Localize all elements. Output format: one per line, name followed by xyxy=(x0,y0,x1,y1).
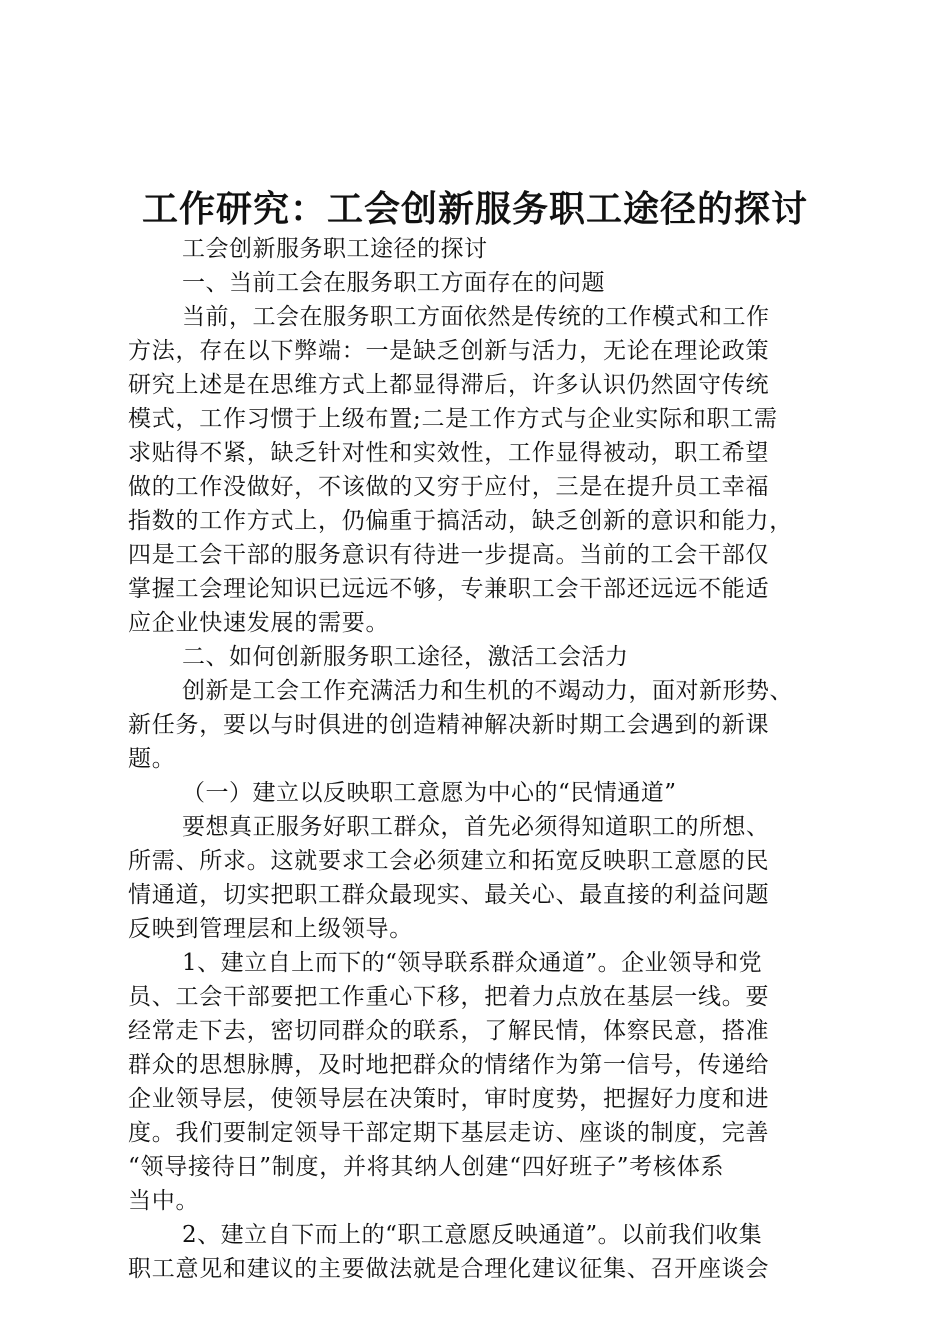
text-line: 职工意见和建议的主要做法就是合理化建议征集、召开座谈会 xyxy=(128,1256,770,1282)
text-line: “领导接待日”制度，并将其纳人创建“四好班子”考核体系 xyxy=(128,1154,725,1180)
text-line: 度。我们要制定领导干部定期下基层走访、座谈的制度，完善 xyxy=(128,1120,770,1146)
text-line: （一）建立以反映职工意愿为中心的“民情通道” xyxy=(182,780,677,806)
text-line: 当中。 xyxy=(128,1188,200,1214)
text-line: 要想真正服务好职工群众，首先必须得知道职工的所想、 xyxy=(182,814,770,840)
text-line: 掌握工会理论知识已远远不够，专兼职工会干部还远远不能适 xyxy=(128,576,770,602)
text-line: 新任务，要以与时俱进的创造精神解决新时期工会遇到的新课 xyxy=(128,712,770,738)
text-line: 创新是工会工作充满活力和生机的不竭动力，面对新形势、 xyxy=(182,678,793,704)
text-line: 员、工会干部要把工作重心下移，把着力点放在基层一线。要 xyxy=(128,984,770,1010)
text-line: 二、如何创新服务职工途径，激活工会活力 xyxy=(182,644,629,670)
text-line: 做的工作没做好，不该做的又穷于应付，三是在提升员工幸福 xyxy=(128,474,770,500)
text-line: 2、建立自下而上的“职工意愿反映通道”。以前我们收集 xyxy=(182,1222,763,1248)
text-line: 应企业快速发展的需要。 xyxy=(128,610,390,636)
text-line: 1、建立自上而下的“领导联系群众通道”。企业领导和党 xyxy=(182,950,763,976)
text-line: 指数的工作方式上，仍偏重于搞活动，缺乏创新的意识和能力， xyxy=(128,508,793,534)
document-title: 工作研究：工会创新服务职工途径的探讨 xyxy=(141,189,808,230)
document-body xyxy=(128,232,828,1286)
text-line: 题。 xyxy=(128,746,176,772)
text-line: 方法，存在以下弊端：一是缺乏创新与活力，无论在理论政策 xyxy=(128,338,770,364)
text-line: 经常走下去，密切同群众的联系，了解民情，体察民意，搭准 xyxy=(128,1018,770,1044)
text-line: 模式，工作习惯于上级布置;二是工作方式与企业实际和职工需 xyxy=(128,406,778,432)
text-line: 当前，工会在服务职工方面依然是传统的工作模式和工作 xyxy=(182,304,770,330)
text-line: 企业领导层，使领导层在决策时，审时度势，把握好力度和进 xyxy=(128,1086,770,1112)
text-line: 情通道，切实把职工群众最现实、最关心、最直接的利益问题 xyxy=(128,882,770,908)
text-line: 反映到管理层和上级领导。 xyxy=(128,916,413,942)
text-line: 所需、所求。这就要求工会必须建立和拓宽反映职工意愿的民 xyxy=(128,848,770,874)
text-line: 工会创新服务职工途径的探讨 xyxy=(182,236,488,262)
text-line: 一、当前工会在服务职工方面存在的问题 xyxy=(182,270,605,296)
text-line: 研究上述是在思维方式上都显得滞后，许多认识仍然固守传统 xyxy=(128,372,770,398)
text-line: 求贴得不紧，缺乏针对性和实效性，工作显得被动，职工希望 xyxy=(128,440,770,466)
text-line: 四是工会干部的服务意识有待进一步提高。当前的工会干部仅 xyxy=(128,542,770,568)
text-line: 群众的思想脉膊，及时地把群众的情绪作为第一信号，传递给 xyxy=(128,1052,770,1078)
